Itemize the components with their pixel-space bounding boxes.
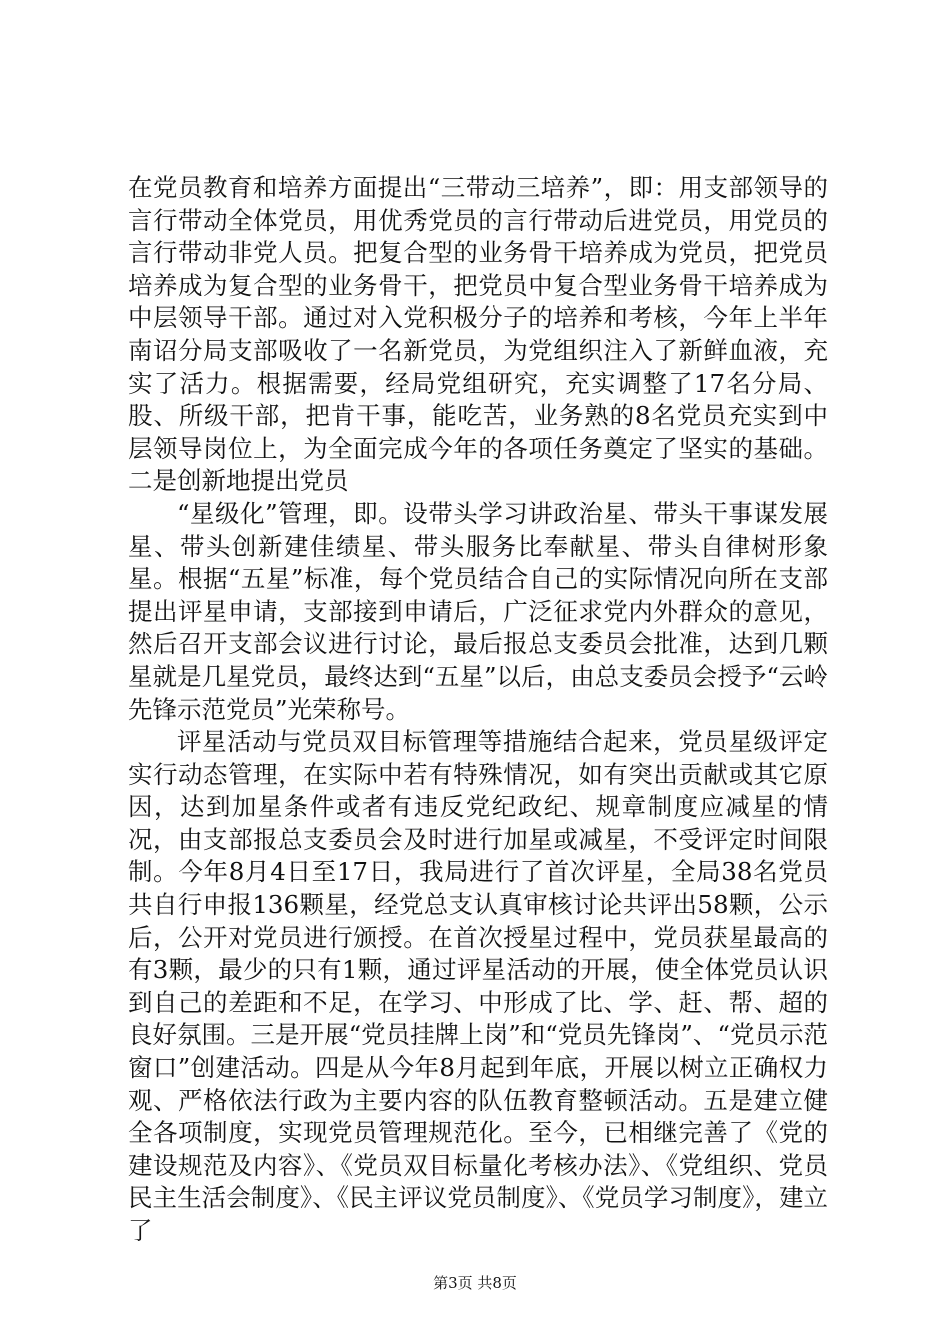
document-body — [128, 172, 828, 1248]
page-footer: 第3页 共8页 — [433, 1274, 517, 1292]
paragraph-2: “星级化”管理，即。设带头学习讲政治星、带头干事谋发展星、带头创新建佳绩星、带头服务比奉献星、带头自律树形象星。根据“五星”标准，每个党员结合自己的实际情况向所在支部提出评星申请，支部接到申请后，广泛征求党内外群众的意见，然后召开支部会议进行讨论，最后报总支委员会批准，达到几颗星就是几星党员，最终达到“五星”以后，由总支委员会授予“云岭先锋示范党员”光荣称号。 — [128, 498, 828, 724]
paragraph-3: 评星活动与党员双目标管理等措施结合起来，党员星级评定实行动态管理，在实际中若有特殊情况，如有突出贡献或其它原因，达到加星条件或者有违反党纪政纪、规章制度应减星的情况，由支部报总支委员会及时进行加星或减星，不受评定时间限制。今年8月4日至17日，我局进行了首次评星，全局38名党员共自行申报136颗星，经党总支认真审核讨论共评出58颗，公示后，公开对党员进行颁授。在首次授星过程中，党员获星最高的有3颗，最少的只有1颗，通过评星活动的开展，使全体党员认识到自己的差距和不足，在学习、中形成了比、学、赶、帮、超的良好氛围。三是开展“党员挂牌上岗”和“党员先锋岗”、“党员示范窗口”创建活动。四是从今年8月起到年底，开展以树立正确权力观、严格依法行政为主要内容的队伍教育整顿活动。五是建立健全各项制度，实现党员管理规范化。至今，已相继完善了《党的建设规范及内容》、《党员双目标量化考核办法》、《党组织、党员民主生活会制度》、《民主评议党员制度》、《党员学习制度》，建立了 — [128, 727, 828, 1245]
paragraph-1: 在党员教育和培养方面提出“三带动三培养”，即：用支部领导的言行带动全体党员，用优秀党员的言行带动后进党员，用党员的言行带动非党人员。把复合型的业务骨干培养成为党员，把党员培养成为复合型的业务骨干，把党员中复合型业务骨干培养成为中层领导干部。通过对入党积极分子的培养和考核，今年上半年南诏分局支部吸收了一名新党员，为党组织注入了新鲜血液，充实了活力。根据需要，经局党组研究，充实调整了17名分局、股、所级干部，把肯干事，能吃苦，业务熟的8名党员充实到中层领导岗位上，为全面完成今年的各项任务奠定了坚实的基础。二是创新地提出党员 — [128, 173, 828, 496]
